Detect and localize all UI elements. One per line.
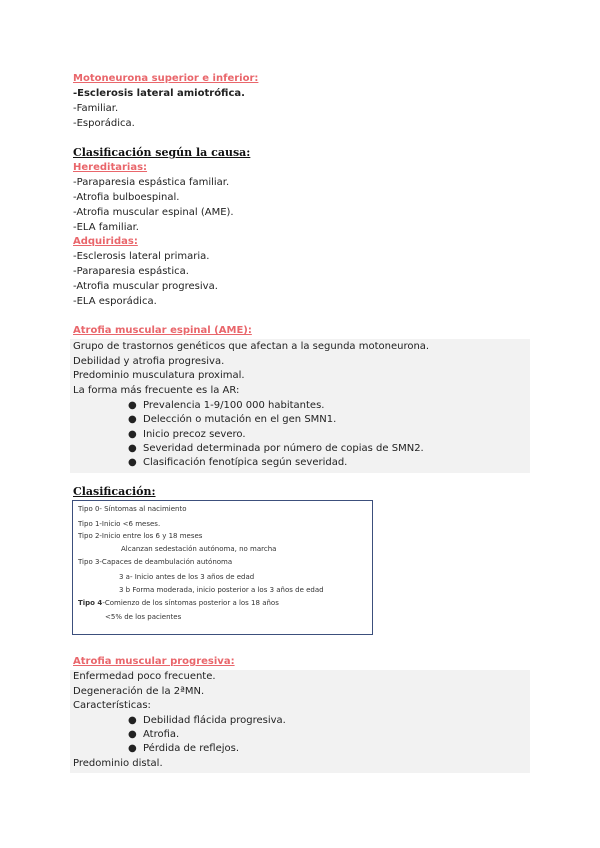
ame-bullet: Inicio precoz severo. [143,429,246,440]
heading-ame: Atrofia muscular espinal (AME): [73,325,252,336]
tipo0-line: Tipo 0- Síntomas al nacimiento [78,505,187,513]
amp-line: Degeneración de la 2ªMN. [73,686,205,697]
heading-hereditarias: Hereditarias: [73,162,148,173]
bullet-icon: ● [128,400,137,411]
heading-clasificacion-causa: Clasificación según la causa: [73,146,251,159]
bullet-icon: ● [128,443,137,454]
tipo3b-line: 3 b Forma moderada, inicio posterior a los 3 años de edad [119,586,324,594]
amp-line: Características: [73,700,151,711]
ame-bullet: Clasificación fenotípica según severidad. [143,457,348,468]
amp-bullet: Pérdida de reflejos. [143,743,240,754]
item-esporadica: -Esporádica. [73,118,135,129]
adquirida-item: -ELA esporádica. [73,296,157,307]
ame-bullet: Delección o mutación en el gen SMN1. [143,414,337,425]
bullet-icon: ● [128,457,137,468]
tipo4-rest: -Comienzo de los síntomas posterior a los 18 años [102,599,279,607]
hereditaria-item: -ELA familiar. [73,222,139,233]
ame-bullet: Severidad determinada por número de copias de SMN2. [143,443,424,454]
bullet-icon: ● [128,715,137,726]
tipo2-sub-line: Alcanzan sedestación autónoma, no marcha [121,545,277,553]
tipo3-line: Tipo 3-Capaces de deambulación autónoma [78,558,233,566]
bullet-icon: ● [128,729,137,740]
tipo4-sub-line: <5% de los pacientes [105,613,182,621]
hereditaria-item: -Atrofia bulboespinal. [73,192,180,203]
amp-bullet: Atrofia. [143,729,180,740]
ame-line: La forma más frecuente es la AR: [73,385,240,396]
tipo4-line [78,598,279,608]
bullet-icon: ● [128,414,137,425]
tipo3a-line: 3 a- Inicio antes de los 3 años de edad [119,573,255,581]
heading-amp: Atrofia muscular progresiva: [73,656,235,667]
heading-adquiridas: Adquiridas: [73,236,138,247]
hereditaria-item: -Atrofia muscular espinal (AME). [73,207,234,218]
heading-motoneurona: Motoneurona superior e inferior: [73,73,259,84]
tipo2-line: Tipo 2-Inicio entre los 6 y 18 meses [78,532,203,540]
item-ela: -Esclerosis lateral amiotrófica. [73,88,245,99]
amp-footer: Predominio distal. [73,758,163,769]
ame-line: Grupo de trastornos genéticos que afectan a la segunda motoneurona. [73,341,430,352]
adquirida-item: -Paraparesia espástica. [73,266,189,277]
tipo1-line: Tipo 1-Inicio <6 meses. [78,520,161,528]
adquirida-item: -Esclerosis lateral primaria. [73,251,210,262]
tipo4-label: Tipo 4 [78,599,103,607]
ame-line: Predominio musculatura proximal. [73,370,245,381]
amp-bullet: Debilidad flácida progresiva. [143,715,286,726]
amp-line: Enfermedad poco frecuente. [73,671,216,682]
ame-bullet: Prevalencia 1-9/100 000 habitantes. [143,400,325,411]
hereditaria-item: -Paraparesia espástica familiar. [73,177,230,188]
adquirida-item: -Atrofia muscular progresiva. [73,281,218,292]
clasificacion-box [72,500,373,635]
heading-clasificacion: Clasificación: [73,485,156,498]
bullet-icon: ● [128,743,137,754]
ame-line: Debilidad y atrofia progresiva. [73,356,225,367]
item-familiar: -Familiar. [73,103,119,114]
bullet-icon: ● [128,429,137,440]
